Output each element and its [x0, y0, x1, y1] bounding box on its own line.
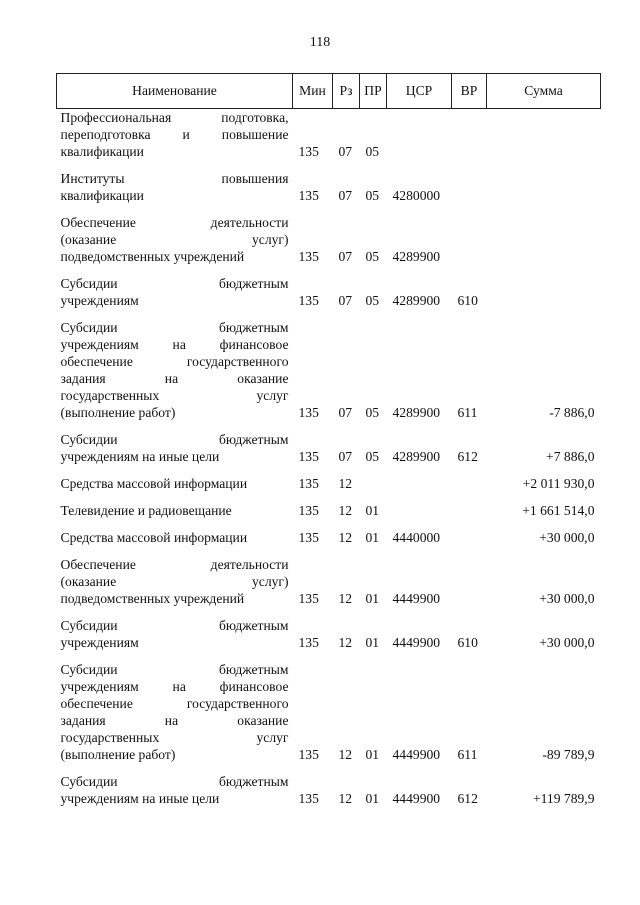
table-body: [57, 109, 601, 808]
row-spacer: [57, 465, 601, 475]
row-spacer-cell: [57, 651, 601, 661]
table-row: [57, 773, 601, 807]
cell-vr: [452, 170, 487, 204]
cell-min: 135: [298, 405, 319, 420]
row-spacer: [57, 309, 601, 319]
cell-vr: 612: [457, 449, 478, 464]
cell-name: [57, 170, 293, 204]
cell-min: 135: [298, 449, 319, 464]
cell-vr: 610: [457, 635, 478, 650]
row-spacer-cell: [57, 492, 601, 502]
cell-name-line: учреждениям: [60, 635, 139, 650]
cell-name-line: Обеспечение деятельности: [60, 557, 289, 572]
cell-csr: 4449900: [392, 747, 441, 762]
cell-name-line: подведомственных учреждений: [60, 249, 245, 264]
header-pr: ПР: [360, 74, 387, 109]
cell-name-line: подведомственных учреждений: [60, 591, 245, 606]
cell-pr: 05: [365, 188, 380, 203]
cell-vr: [452, 502, 487, 519]
cell-csr: 4289900: [392, 293, 441, 308]
header-vr: ВР: [452, 74, 487, 109]
cell-name-line: Средства массовой информации: [60, 476, 248, 491]
cell-pr: 01: [365, 635, 380, 650]
cell-name-line: учреждениям на иные цели: [60, 791, 220, 806]
cell-rz: 12: [338, 591, 353, 606]
cell-name: [57, 431, 293, 465]
cell-min: 135: [298, 747, 319, 762]
row-spacer-cell: [57, 204, 601, 214]
row-spacer: [57, 204, 601, 214]
row-spacer: [57, 265, 601, 275]
table-row: [57, 214, 601, 265]
cell-name-line: Средства массовой информации: [60, 530, 248, 545]
cell-pr: 05: [365, 293, 380, 308]
cell-sum: +30 000,0: [539, 530, 595, 545]
cell-name-line: Институты повышения: [60, 171, 289, 186]
table-row: [57, 529, 601, 546]
table-header: [57, 74, 601, 109]
cell-pr: 05: [365, 249, 380, 264]
cell-name-line: учреждениям на иные цели: [60, 449, 220, 464]
row-spacer: [57, 651, 601, 661]
cell-name-line: учреждениям на финансовое: [60, 337, 289, 352]
page-number: 118: [309, 35, 331, 50]
cell-pr: 01: [365, 791, 380, 806]
cell-min: 135: [298, 188, 319, 203]
cell-vr: [452, 529, 487, 546]
cell-vr: 610: [457, 293, 478, 308]
cell-name-line: Субсидии бюджетным: [60, 774, 289, 789]
cell-rz: 07: [338, 188, 353, 203]
row-spacer: [57, 492, 601, 502]
cell-rz: 12: [338, 503, 353, 518]
cell-csr: 4449900: [392, 791, 441, 806]
cell-name: [57, 556, 293, 607]
cell-rz: 12: [338, 476, 353, 491]
cell-vr: [452, 475, 487, 492]
cell-name-line: Субсидии бюджетным: [60, 662, 289, 677]
cell-name-line: Телевидение и радиовещание: [60, 503, 232, 518]
cell-min: 135: [298, 503, 319, 518]
cell-sum: -89 789,9: [542, 747, 595, 762]
cell-sum: +119 789,9: [532, 791, 595, 806]
cell-name: [57, 109, 293, 161]
table-row: [57, 170, 601, 204]
cell-name: [57, 319, 293, 421]
cell-csr: [387, 475, 452, 492]
row-spacer-cell: [57, 465, 601, 475]
cell-name-line: квалификации: [60, 188, 144, 203]
cell-name-line: Субсидии бюджетным: [60, 320, 289, 335]
cell-min: 135: [298, 293, 319, 308]
cell-name-line: Субсидии бюджетным: [60, 432, 289, 447]
cell-sum: [487, 214, 601, 265]
cell-pr: 05: [365, 144, 380, 159]
row-spacer-cell: [57, 421, 601, 431]
cell-name-line: государственных услуг: [60, 730, 289, 745]
table-row: [57, 319, 601, 421]
cell-min: 135: [298, 591, 319, 606]
row-spacer-cell: [57, 519, 601, 529]
row-spacer: [57, 763, 601, 773]
cell-name-line: обеспечение государственного: [60, 354, 289, 369]
cell-min: 135: [298, 530, 319, 545]
cell-pr: 01: [365, 591, 380, 606]
header-csr: ЦСР: [387, 74, 452, 109]
cell-vr: [452, 214, 487, 265]
cell-name: [57, 214, 293, 265]
table-row: [57, 431, 601, 465]
cell-csr: 4449900: [392, 591, 441, 606]
table-row: [57, 556, 601, 607]
cell-pr: 01: [365, 503, 380, 518]
cell-sum: -7 886,0: [549, 405, 595, 420]
cell-min: 135: [298, 791, 319, 806]
table-row: [57, 475, 601, 492]
row-spacer-cell: [57, 160, 601, 170]
cell-name: [57, 661, 293, 763]
cell-rz: 12: [338, 530, 353, 545]
cell-csr: [387, 109, 452, 161]
budget-table: [56, 73, 601, 807]
cell-csr: 4449900: [392, 635, 441, 650]
cell-vr: 611: [457, 405, 478, 420]
cell-rz: 12: [338, 747, 353, 762]
cell-rz: 07: [338, 293, 353, 308]
cell-name-line: (выполнение работ): [60, 405, 176, 420]
cell-name: [57, 475, 293, 492]
cell-sum: +7 886,0: [546, 449, 595, 464]
row-spacer: [57, 421, 601, 431]
cell-name-line: Профессиональная подготовка,: [60, 110, 289, 125]
cell-name: [57, 773, 293, 807]
cell-csr: 4289900: [392, 449, 441, 464]
cell-pr: 01: [365, 530, 380, 545]
cell-pr: 05: [365, 405, 380, 420]
cell-rz: 07: [338, 249, 353, 264]
cell-sum: [487, 170, 601, 204]
cell-name-line: квалификации: [60, 144, 144, 159]
cell-rz: 07: [338, 144, 353, 159]
table-row: [57, 502, 601, 519]
cell-vr: 611: [457, 747, 478, 762]
cell-csr: 4440000: [392, 530, 441, 545]
cell-name: [57, 529, 293, 546]
cell-rz: 12: [338, 791, 353, 806]
cell-name-line: Субсидии бюджетным: [60, 276, 289, 291]
cell-min: 135: [298, 476, 319, 491]
header-name: Наименование: [57, 74, 293, 109]
cell-name-line: учреждениям на финансовое: [60, 679, 289, 694]
cell-name: [57, 617, 293, 651]
table-row: [57, 661, 601, 763]
row-spacer-cell: [57, 265, 601, 275]
row-spacer: [57, 546, 601, 556]
header-rz: Рз: [333, 74, 360, 109]
cell-name-line: задания на оказание: [60, 713, 289, 728]
cell-name-line: (выполнение работ): [60, 747, 176, 762]
cell-csr: 4289900: [392, 405, 441, 420]
cell-name-line: переподготовка и повышение: [60, 127, 289, 142]
cell-name-line: Субсидии бюджетным: [60, 618, 289, 633]
cell-pr: 01: [365, 747, 380, 762]
cell-rz: 07: [338, 405, 353, 420]
row-spacer-cell: [57, 309, 601, 319]
cell-sum: +30 000,0: [539, 591, 595, 606]
cell-csr: 4289900: [392, 249, 441, 264]
cell-min: 135: [298, 635, 319, 650]
cell-vr: [452, 556, 487, 607]
cell-name: [57, 502, 293, 519]
row-spacer: [57, 607, 601, 617]
cell-vr: [452, 109, 487, 161]
cell-sum: +2 011 930,0: [522, 476, 595, 491]
cell-vr: 612: [457, 791, 478, 806]
cell-name: [57, 275, 293, 309]
table-row: [57, 109, 601, 161]
cell-name-line: задания на оказание: [60, 371, 289, 386]
cell-name-line: обеспечение государственного: [60, 696, 289, 711]
cell-min: 135: [298, 249, 319, 264]
table-row: [57, 275, 601, 309]
cell-rz: 12: [338, 635, 353, 650]
cell-pr: [360, 475, 387, 492]
cell-name-line: Обеспечение деятельности: [60, 215, 289, 230]
row-spacer: [57, 160, 601, 170]
header-min: Мин: [293, 74, 333, 109]
row-spacer-cell: [57, 763, 601, 773]
row-spacer-cell: [57, 546, 601, 556]
row-spacer-cell: [57, 607, 601, 617]
cell-name-line: государственных услуг: [60, 388, 289, 403]
cell-min: 135: [298, 144, 319, 159]
cell-rz: 07: [338, 449, 353, 464]
cell-sum: [487, 275, 601, 309]
cell-name-line: учреждениям: [60, 293, 139, 308]
cell-pr: 05: [365, 449, 380, 464]
cell-sum: +1 661 514,0: [522, 503, 595, 518]
cell-csr: [387, 502, 452, 519]
cell-name-line: (оказание услуг): [60, 232, 289, 247]
cell-sum: [487, 109, 601, 161]
table-row: [57, 617, 601, 651]
row-spacer: [57, 519, 601, 529]
header-sum: Сумма: [487, 74, 601, 109]
cell-name-line: (оказание услуг): [60, 574, 289, 589]
cell-csr: 4280000: [392, 188, 441, 203]
cell-sum: +30 000,0: [539, 635, 595, 650]
